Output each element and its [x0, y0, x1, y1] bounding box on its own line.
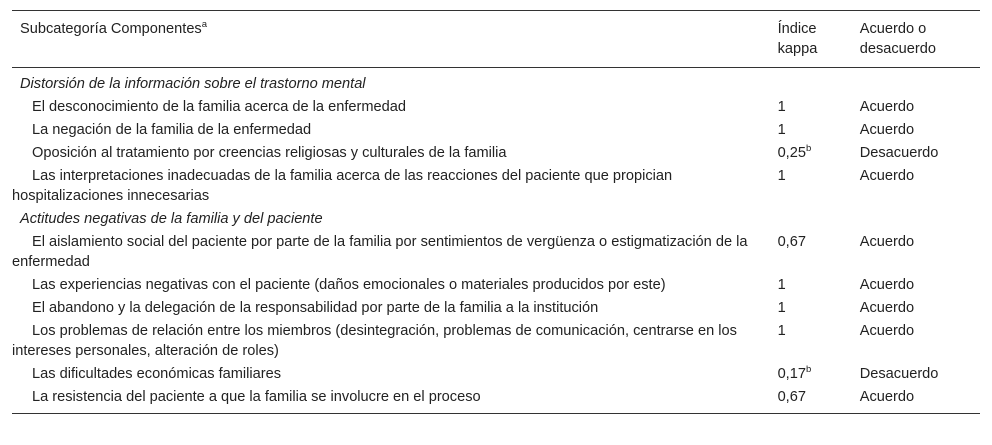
kappa-value: 1 [777, 122, 786, 138]
kappa-cell [770, 386, 852, 414]
agreement-value: Desacuerdo [859, 145, 939, 161]
header-agreement: Acuerdo o desacuerdo [859, 21, 936, 57]
table-header [12, 11, 980, 68]
kappa-footnote-mark: b [805, 143, 812, 155]
kappa-value: 1 [777, 323, 786, 339]
kappa-footnote-mark: b [805, 364, 812, 376]
table-row [12, 142, 980, 165]
kappa-cell [770, 231, 852, 274]
kappa-cell [770, 320, 852, 363]
header-subcategory [12, 11, 770, 68]
table-row [12, 363, 980, 386]
kappa-cell [770, 274, 852, 297]
agreement-value: Acuerdo [859, 277, 915, 293]
agreement-value: Acuerdo [859, 234, 915, 250]
table-row [12, 119, 980, 142]
agreement-value: Acuerdo [859, 300, 915, 316]
kappa-value: 1 [777, 168, 786, 184]
table-row [12, 274, 980, 297]
kappa-value: 1 [777, 277, 786, 293]
component-text: El aislamiento social del paciente por parte de la familia por sentimientos de vergüenza o estigmatización de la enfermedad [12, 234, 748, 270]
section-title: Actitudes negativas de la familia y del paciente [20, 211, 323, 227]
component-text: Las interpretaciones inadecuadas de la familia acerca de las reacciones del paciente que propician hospitalizaciones innecesarias [12, 168, 673, 204]
header-subcategory-label: Subcategoría Componentes [20, 21, 202, 37]
component-text: Oposición al tratamiento por creencias religiosas y culturales de la familia [32, 145, 507, 161]
component-text: El abandono y la delegación de la responsabilidad por parte de la familia a la institución [32, 300, 599, 316]
kappa-cell [770, 297, 852, 320]
kappa-value: 0,25 [777, 145, 806, 161]
kappa-table [12, 10, 980, 414]
table-row [12, 386, 980, 414]
kappa-cell [770, 119, 852, 142]
component-text: Los problemas de relación entre los miembros (desintegración, problemas de comunicación, centrarse en los intereses personales, alteración de roles) [12, 323, 737, 359]
kappa-cell [770, 96, 852, 119]
section-row [12, 68, 980, 97]
kappa-value: 1 [777, 99, 786, 115]
agreement-value: Desacuerdo [859, 366, 939, 382]
section-title: Distorsión de la información sobre el trastorno mental [20, 76, 366, 92]
agreement-value: Acuerdo [859, 389, 915, 405]
header-row [12, 11, 980, 68]
header-footnote-mark: a [201, 19, 208, 31]
component-text: Las dificultades económicas familiares [32, 366, 282, 382]
kappa-cell [770, 165, 852, 208]
table-row [12, 96, 980, 119]
section-row [12, 208, 980, 231]
agreement-value: Acuerdo [859, 323, 915, 339]
table-row [12, 320, 980, 363]
kappa-value: 0,67 [777, 389, 806, 405]
table-row [12, 231, 980, 274]
kappa-value: 1 [777, 300, 786, 316]
component-text: La negación de la familia de la enfermedad [32, 122, 312, 138]
component-text: La resistencia del paciente a que la familia se involucre en el proceso [32, 389, 481, 405]
kappa-value: 0,67 [777, 234, 806, 250]
table-body [12, 68, 980, 414]
kappa-value: 0,17 [777, 366, 806, 382]
header-kappa: Índice kappa [777, 21, 818, 57]
component-text: El desconocimiento de la familia acerca de la enfermedad [32, 99, 406, 115]
table-row [12, 165, 980, 208]
agreement-value: Acuerdo [859, 168, 915, 184]
agreement-value: Acuerdo [859, 99, 915, 115]
kappa-cell [770, 142, 852, 165]
component-text: Las experiencias negativas con el paciente (daños emocionales o materiales producidos por este) [32, 277, 666, 293]
table-row [12, 297, 980, 320]
kappa-cell [770, 363, 852, 386]
agreement-value: Acuerdo [859, 122, 915, 138]
